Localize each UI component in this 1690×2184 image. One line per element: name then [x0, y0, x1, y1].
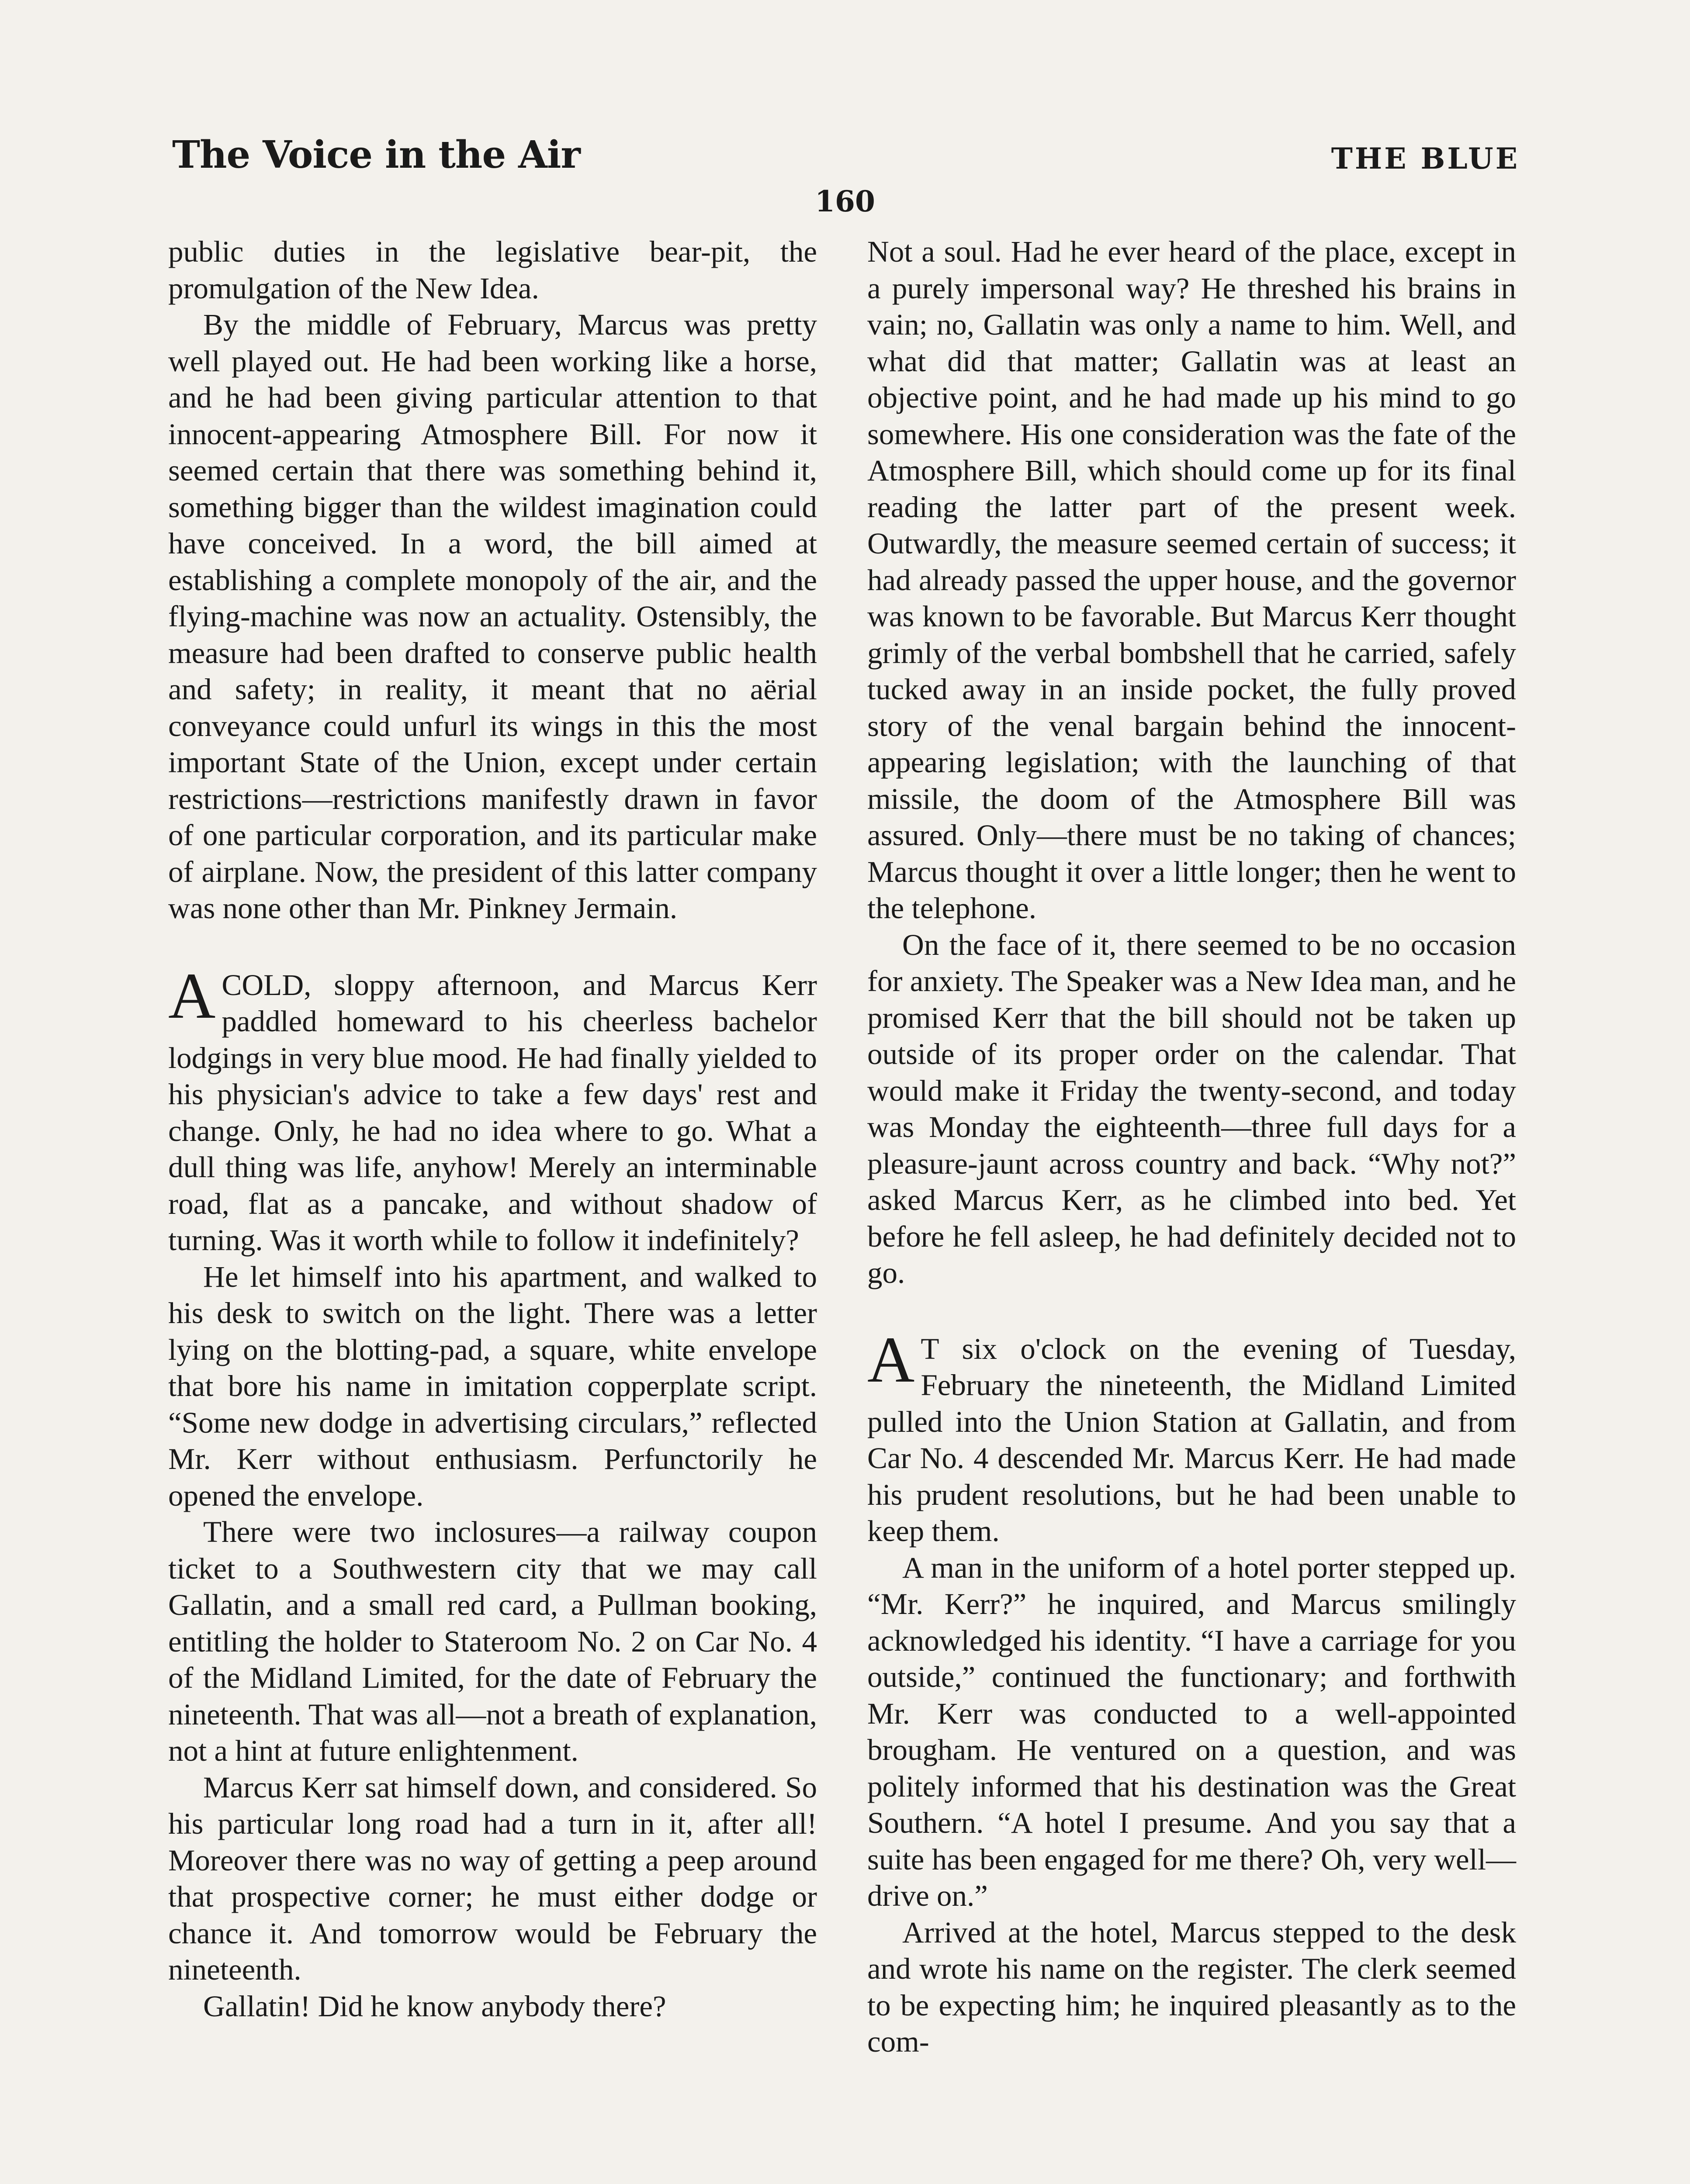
paragraph: Not a soul. Had he ever heard of the place, except in a purely impersonal way? He threshed his brains in vain; no, Gallatin was only a name to him. Well, and what did that matter; Gallatin was at least an objective point, and he had made up his mind to go somewhere. His one consideration was the fate of the Atmosphere Bill, which should come up for its final reading the latter part of the present week. Outwardly, the measure seemed certain of success; it had already passed the upper house, and the governor was known to be favorable. But Marcus Kerr thought grimly of the verbal bombshell that he carried, safely tucked away in an inside pocket, the fully proved story of the venal bargain behind the innocent-appearing legislation; with the launching of that missile, the doom of the Atmosphere Bill was assured. Only—there must be no taking of chances; Marcus thought it over a little longer; then he went to the telephone.: [867, 235, 1516, 925]
paragraph: A man in the uniform of a hotel porter stepped up. “Mr. Kerr?” he inquired, and Marcus smilingly acknowledged his identity. “I have a carriage for you outside,” continued the functionary; and forthwith Mr. Kerr was conducted to a well-appointed brougham. He ventured on a question, and was politely informed that his destination was the Great Southern. “A hotel I presume. And you say that a suite has been engaged for me there? Oh, very well—drive on.”: [867, 1551, 1516, 1912]
paragraph: Marcus Kerr sat himself down, and considered. So his particular long road had a turn in it, after all! Moreover there was no way of getting a peep around that prospective corner; he must either dodge or chance it. And tomorrow would be February the nineteenth.: [168, 1770, 817, 1986]
paragraph: He let himself into his apartment, and walked to his desk to switch on the light. There was a letter lying on the blotting-pad, a square, white envelope that bore his name in imitation copperplate script. “Some new dodge in advertising circulars,” reflected Mr. Kerr without enthusiasm. Perfunctorily he opened the envelope.: [168, 1260, 817, 1512]
drop-cap: A: [168, 959, 216, 1032]
right-column: [867, 234, 1516, 2060]
drop-cap: A: [867, 1323, 915, 1396]
page-number: 160: [815, 184, 875, 218]
paragraph: Gallatin! Did he know anybody there?: [203, 1989, 666, 2023]
section-break: [168, 927, 817, 967]
section-break: [867, 1292, 1516, 1331]
paragraph-text: T six o'clock on the evening of Tuesday, February the nineteenth, the Midland Limited pulled into the Union Station at Gallatin, and from Car No. 4 descended Mr. Marcus Kerr. He had made his prudent resolutions, but he had been unable to keep them.: [867, 1332, 1516, 1548]
paragraph: On the face of it, there seemed to be no occasion for anxiety. The Speaker was a New Idea man, and he promised Kerr that the bill should not be taken up outside of its proper order on the calendar. That would make it Friday the twenty-second, and today was Monday the eighteenth—three full days for a pleasure-jaunt across country and back. “Why not?” asked Marcus Kerr, as he climbed into bed. Yet before he fell asleep, he had definitely decided not to go.: [867, 928, 1516, 1289]
paragraph: Arrived at the hotel, Marcus stepped to the desk and wrote his name on the register. The clerk seemed to be expecting him; he inquired pleasantly as to the com-: [867, 1915, 1516, 2058]
magazine-name: THE BLUE: [1331, 142, 1520, 176]
paragraph: There were two inclosures—a railway coupon ticket to a Southwestern city that we may call Gallatin, and a small red card, a Pullman booking, entitling the holder to Stateroom No. 2 on Car No. 4 of the Midland Limited, for the date of February the nineteenth. That was all—not a breath of explanation, not a hint at future enlightenment.: [168, 1515, 817, 1767]
paragraph-with-dropcap: [168, 959, 817, 1259]
paragraph-with-dropcap: [867, 1323, 1516, 1550]
paragraph: public duties in the legislative bear-pit, the promulgation of the New Idea.: [168, 235, 817, 305]
paragraph: By the middle of February, Marcus was pretty well played out. He had been working like a horse, and he had been giving particular attention to that innocent-appearing Atmosphere Bill. For now it seemed certain that there was something behind it, something bigger than the wildest imagination could have conceived. In a word, the bill aimed at establishing a complete monopoly of the air, and the flying-machine was now an actuality. Ostensibly, the measure had been drafted to conserve public health and safety; in reality, it meant that no aërial conveyance could unfurl its wings in this the most important State of the Union, except under certain restrictions—restrictions manifestly drawn in favor of one particular corporation, and its particular make of airplane. Now, the president of this latter company was none other than Mr. Pinkney Jermain.: [168, 308, 817, 925]
paragraph-text: COLD, sloppy afternoon, and Marcus Kerr paddled homeward to his cheerless bachelor lodgings in very blue mood. He had finally yielded to his physician's advice to take a few days' rest and change. Only, he had no idea where to go. What a dull thing was life, anyhow! Merely an interminable road, flat as a pancake, and without shadow of turning. Was it worth while to follow it indefinitely?: [168, 968, 817, 1257]
left-column: [168, 234, 817, 2025]
story-title: The Voice in the Air: [172, 133, 580, 177]
